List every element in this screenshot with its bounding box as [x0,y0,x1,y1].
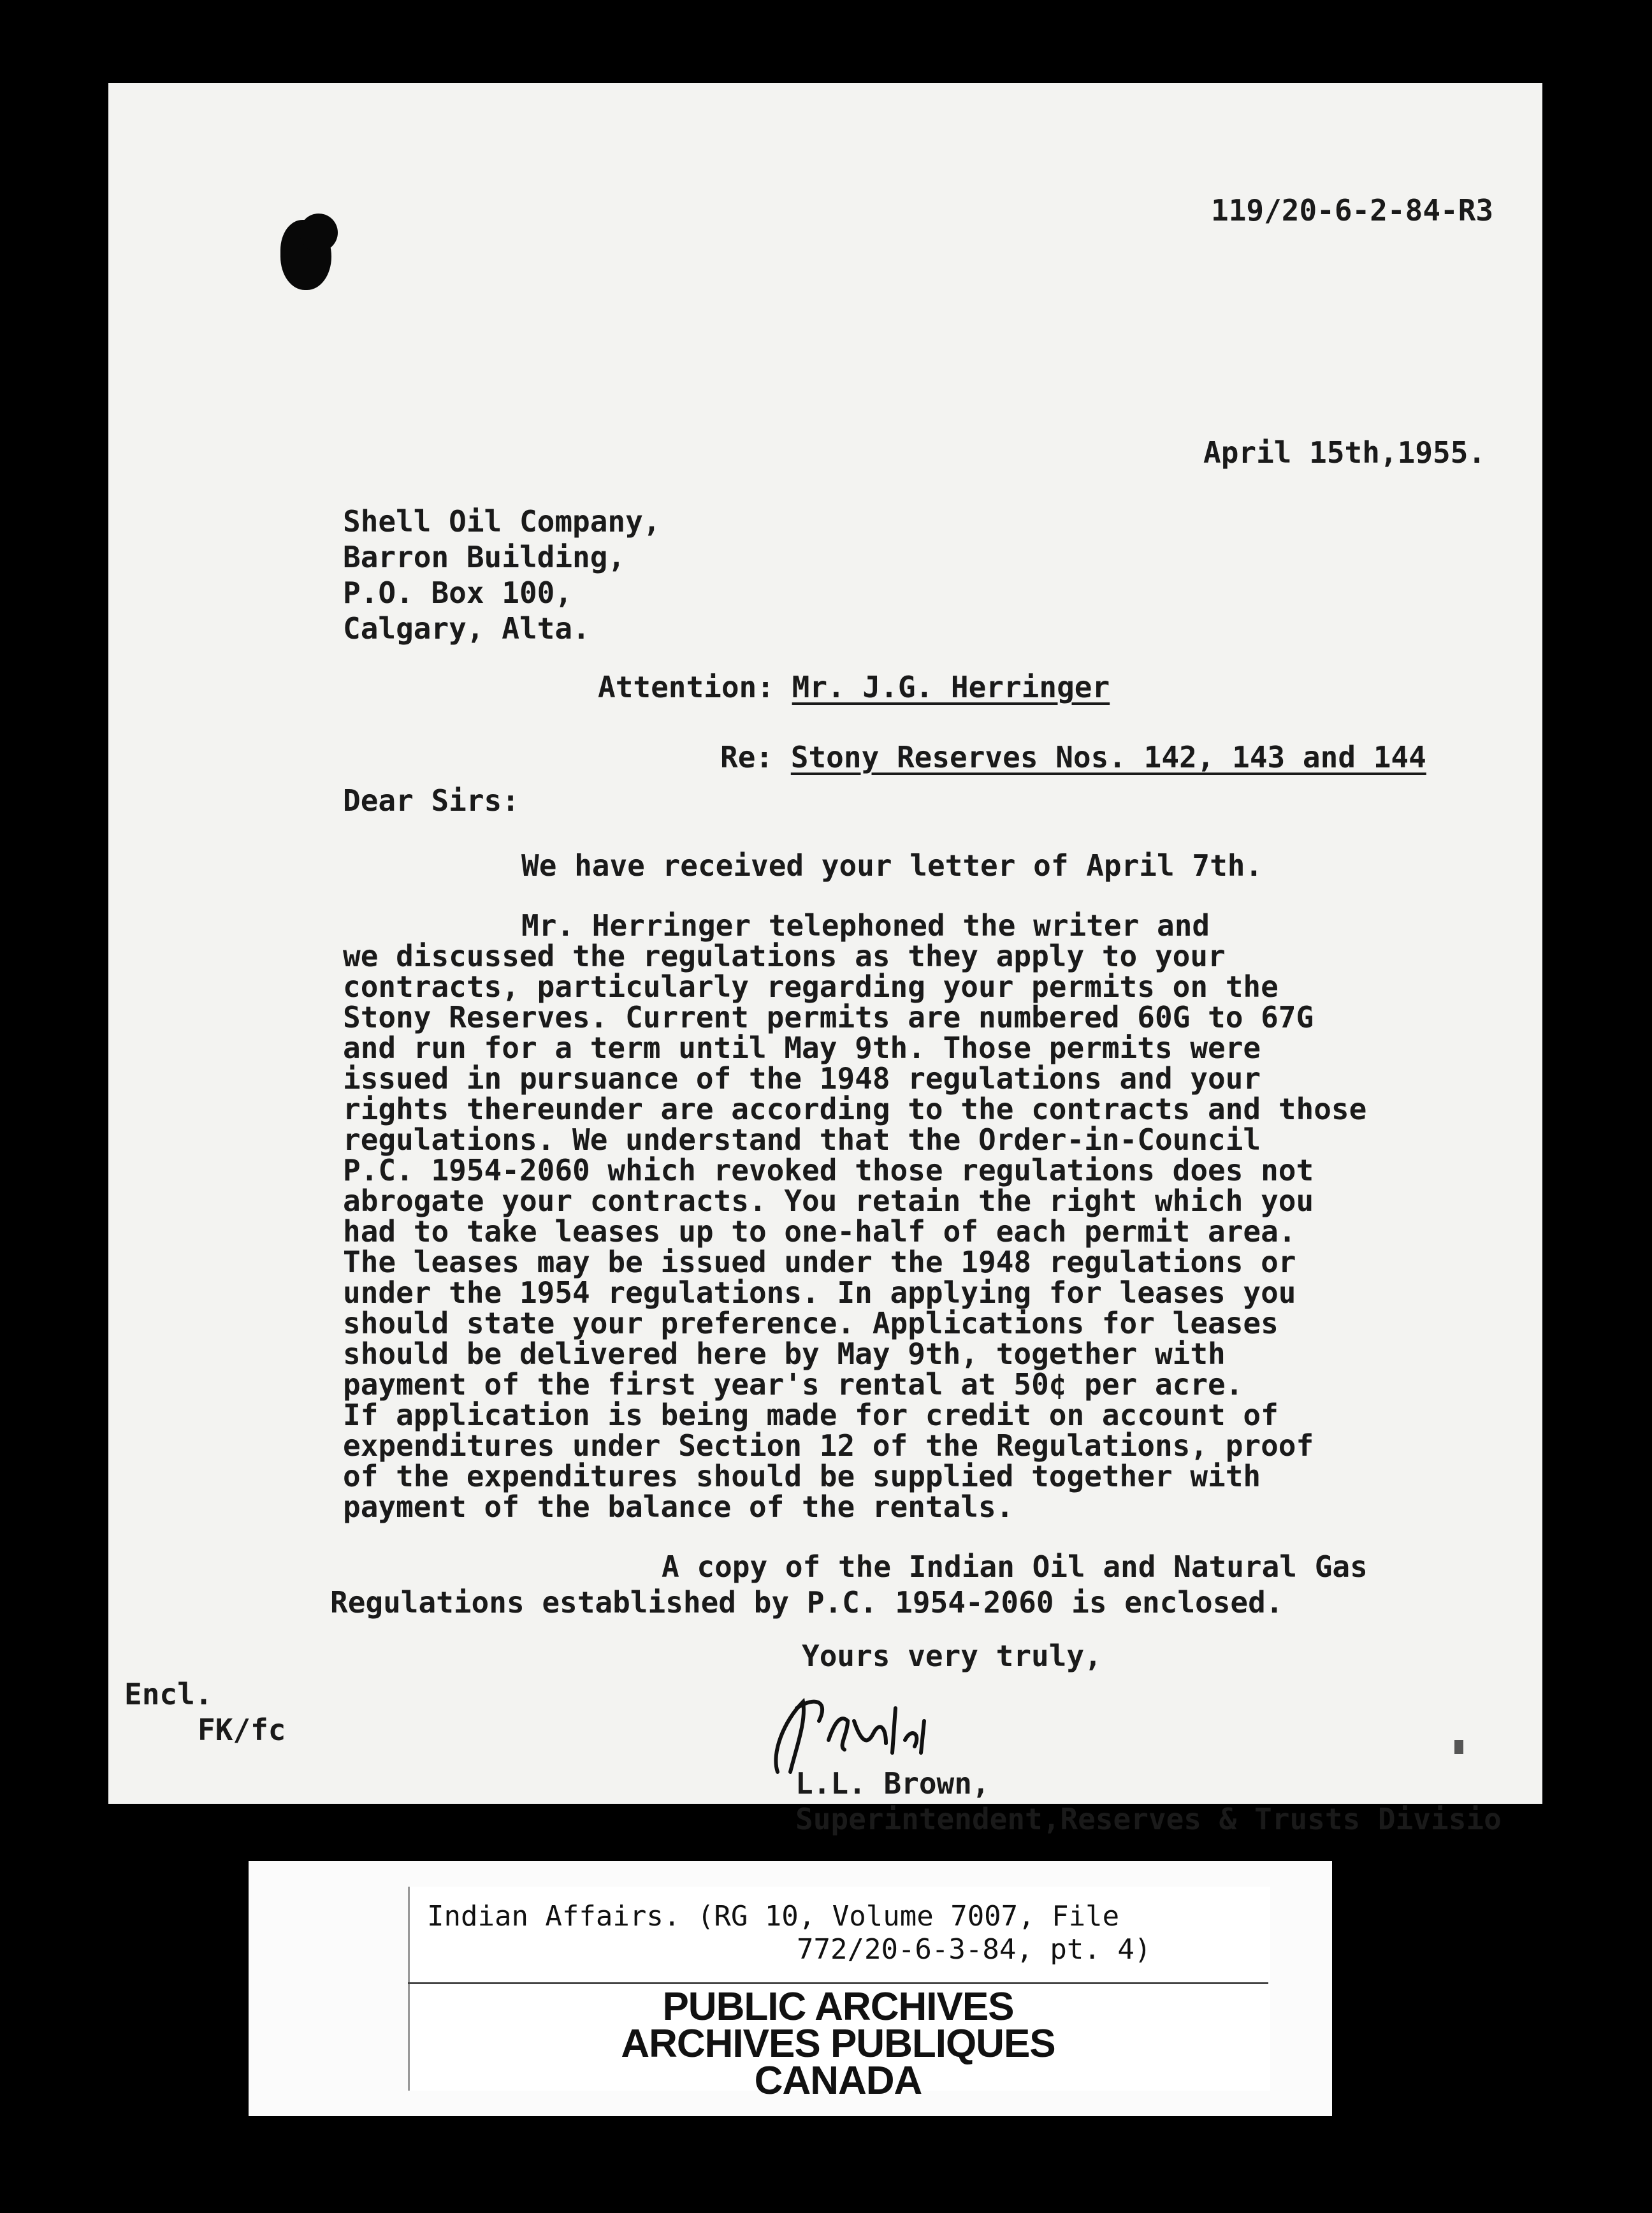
stamp-line: ARCHIVES PUBLIQUES [621,2022,1055,2066]
paragraph-line: Stony Reserves. Current permits are numbered 60G to 67G [343,1000,1314,1034]
closing: Yours very truly, [802,1639,1102,1673]
typist-initials: FK/fc [198,1713,286,1747]
letter-page [108,83,1542,1836]
recipient-address [343,504,661,646]
paragraph-line: payment of the balance of the rentals. [343,1490,1014,1524]
re-subject: Stony Reserves Nos. 142, 143 and 144 [790,740,1426,774]
archive-label [249,1861,1332,2116]
attention-label: Attention: [598,670,774,704]
archive-reference-line-2: 772/20-6-3-84, pt. 4) [797,1933,1152,1966]
paragraph-line: had to take leases up to one-half of each permit area. [343,1214,1296,1249]
paragraph-3 [330,1549,1368,1620]
re-line [720,739,1426,775]
stamp-line: CANADA [754,2059,922,2103]
recipient-line: Shell Oil Company, [343,504,661,539]
paragraph-line: abrogate your contracts. You retain the right which you [343,1184,1314,1218]
signature [758,1683,950,1778]
stamp-line: PUBLIC ARCHIVES [662,1985,1014,2029]
paragraph-line: expenditures under Section 12 of the Regulations, proof [343,1428,1314,1463]
signer-name: L.L. Brown, [795,1766,990,1801]
punch-hole-edge [300,214,338,252]
re-label: Re: [720,740,774,774]
paragraph-line: contracts, particularly regarding your permits on the [343,969,1279,1004]
enclosure-note: Encl. [124,1677,213,1711]
file-number: 119/20-6-2-84-R3 [1211,193,1494,228]
paragraph-line: If application is being made for credit on account of [343,1398,1279,1432]
paragraph-line: of the expenditures should be supplied together with [343,1459,1261,1493]
paragraph-2 [343,910,1366,1522]
paragraph-1: We have received your letter of April 7th. [521,848,1263,883]
paragraph-line: P.C. 1954-2060 which revoked those regulations does not [343,1153,1314,1187]
paragraph-line: and run for a term until May 9th. Those permits were [343,1031,1261,1065]
label-divider [408,1982,1268,1984]
paragraph-line: Regulations established by P.C. 1954-2060 is enclosed. [330,1585,1284,1620]
recipient-line: Barron Building, [343,540,626,574]
recipient-line: Calgary, Alta. [343,611,590,646]
signer-title: Superintendent,Reserves & Trusts Divisio [795,1802,1502,1836]
archive-reference-line-1: Indian Affairs. (RG 10, Volume 7007, File [427,1900,1120,1933]
paragraph-line: should be delivered here by May 9th, together with [343,1337,1226,1371]
letter-date: April 15th,1955. [1203,435,1486,470]
paragraph-line: Mr. Herringer telephoned the writer and [521,908,1210,943]
paragraph-line: The leases may be issued under the 1948 regulations or [343,1245,1296,1279]
paragraph-line: under the 1954 regulations. In applying for leases you [343,1275,1296,1310]
attention-name: Mr. J.G. Herringer [792,670,1110,704]
recipient-line: P.O. Box 100, [343,576,573,610]
paragraph-line: we discussed the regulations as they apply to your [343,939,1226,973]
paragraph-line: payment of the first year's rental at 50¢ per acre. [343,1367,1243,1402]
attention-line [598,669,1110,705]
paragraph-line: rights thereunder are according to the contracts and those [343,1092,1367,1126]
scan-mark [1454,1740,1463,1754]
paragraph-line: A copy of the Indian Oil and Natural Gas [662,1549,1368,1584]
paragraph-line: issued in pursuance of the 1948 regulations and your [343,1061,1261,1096]
paragraph-line: regulations. We understand that the Order-in-Council [343,1122,1261,1157]
paragraph-line: should state your preference. Applications for leases [343,1306,1279,1340]
salutation: Dear Sirs: [343,783,519,818]
archive-stamp [408,1985,1268,2103]
